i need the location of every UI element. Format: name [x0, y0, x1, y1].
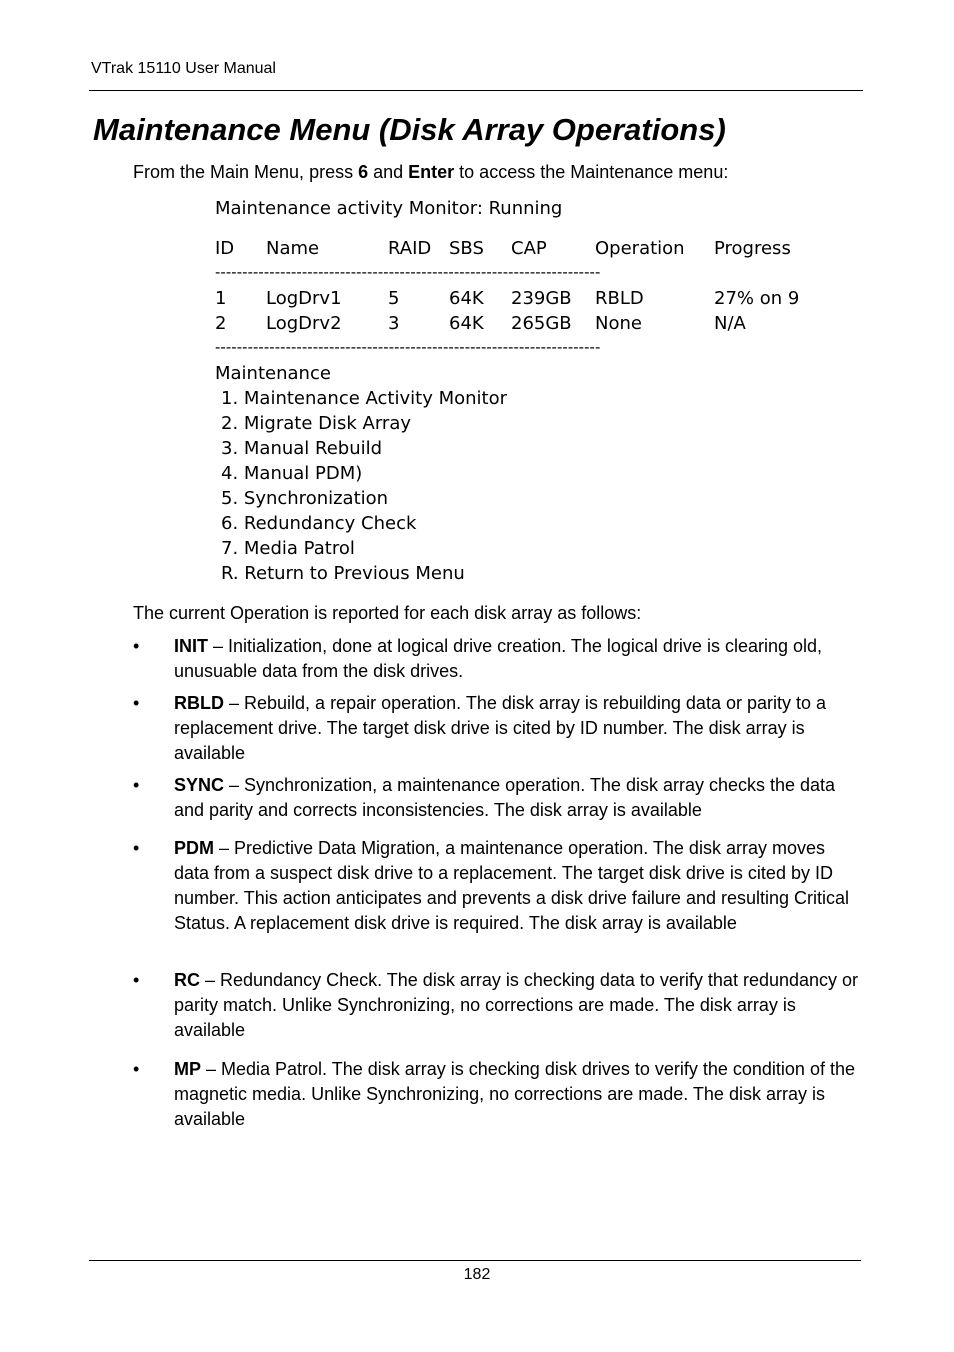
maintenance-menu-title: Maintenance [215, 363, 331, 384]
operation-code: RBLD [174, 693, 224, 713]
menu-item-synchronization: 5. Synchronization [221, 488, 389, 509]
operation-code: SYNC [174, 775, 225, 795]
bullet-marker: • [133, 693, 140, 713]
operation-description: – Media Patrol. The disk array is checking disk drives to verify the condition of the magnetic media. Unlike Synchronizing, no corrections are made. The disk array is available [174, 1059, 855, 1129]
cell-cap: 265GB [511, 313, 572, 334]
menu-item-redundancy-check: 6. Redundancy Check [221, 513, 417, 534]
menu-item-manual-pdm: 4. Manual PDM) [221, 463, 363, 484]
intro-middle: and [368, 162, 409, 182]
intro-suffix: to access the Maintenance menu: [454, 162, 729, 182]
menu-item-return: R. Return to Previous Menu [221, 563, 465, 584]
column-header-sbs: SBS [449, 238, 484, 259]
page-number: 182 [463, 1266, 491, 1283]
list-item-text [174, 691, 864, 766]
header-divider [89, 90, 863, 91]
operation-description: – Predictive Data Migration, a maintenance operation. The disk array moves data from a suspect disk drive to a replacement. The target disk drive is cited by ID number. This action anticipates and prevents a disk drive failure and resulting Critical Status. A replacement disk drive is required. The disk array is available [174, 838, 850, 933]
column-header-progress: Progress [714, 238, 791, 259]
list-item-text [174, 836, 864, 936]
cell-operation: None [595, 313, 642, 334]
bullet-marker: • [133, 636, 140, 656]
cell-raid: 3 [388, 313, 400, 334]
intro-paragraph [133, 162, 728, 183]
intro-key-enter: Enter [408, 162, 455, 182]
table-separator-bottom: ----------------------------------------------------------------------- [215, 339, 601, 356]
operation-description: – Rebuild, a repair operation. The disk array is rebuilding data or parity to a replacement drive. The target disk drive is cited by ID number. The disk array is available [174, 693, 826, 763]
column-header-id: ID [215, 238, 235, 259]
cell-progress: 27% on 9 [714, 288, 800, 309]
table-separator-top: ----------------------------------------------------------------------- [215, 264, 601, 281]
list-item-text [174, 773, 864, 823]
menu-item-media-patrol: 7. Media Patrol [221, 538, 355, 559]
cell-sbs: 64K [449, 288, 484, 309]
running-header: VTrak 15110 User Manual [91, 60, 276, 77]
column-header-name: Name [266, 238, 320, 259]
bullet-marker: • [133, 838, 140, 858]
cell-raid: 5 [388, 288, 400, 309]
cell-progress: N/A [714, 313, 746, 334]
cell-id: 2 [215, 313, 227, 334]
column-header-raid: RAID [388, 238, 432, 259]
intro-key-6: 6 [358, 162, 369, 182]
cell-sbs: 64K [449, 313, 484, 334]
cell-operation: RBLD [595, 288, 644, 309]
menu-item-manual-rebuild: 3. Manual Rebuild [221, 438, 383, 459]
footer-divider [89, 1260, 861, 1261]
bullet-marker: • [133, 775, 140, 795]
list-item-text [174, 634, 864, 684]
operation-code: RC [174, 970, 200, 990]
cell-id: 1 [215, 288, 227, 309]
operation-description: – Redundancy Check. The disk array is checking data to verify that redundancy or parity match. Unlike Synchronizing, no corrections are made. The disk array is available [174, 970, 859, 1040]
column-header-cap: CAP [511, 238, 547, 259]
monitor-status-line: Maintenance activity Monitor: Running [215, 198, 563, 219]
operations-intro: The current Operation is reported for each disk array as follows: [133, 603, 642, 623]
operation-code: PDM [174, 838, 214, 858]
operation-description: – Initialization, done at logical drive creation. The logical drive is clearing old, unusuable data from the disk drives. [174, 636, 823, 681]
list-item-text [174, 1057, 864, 1132]
cell-cap: 239GB [511, 288, 572, 309]
cell-name: LogDrv1 [266, 288, 342, 309]
cell-name: LogDrv2 [266, 313, 342, 334]
menu-item-migrate-disk-array: 2. Migrate Disk Array [221, 413, 412, 434]
bullet-marker: • [133, 970, 140, 990]
list-item-text [174, 968, 864, 1043]
intro-prefix: From the Main Menu, press [133, 162, 359, 182]
operation-code: MP [174, 1059, 201, 1079]
column-header-operation: Operation [595, 238, 685, 259]
operation-description: – Synchronization, a maintenance operation. The disk array checks the data and parity and corrects inconsistencies. The disk array is available [174, 775, 836, 820]
menu-item-activity-monitor: 1. Maintenance Activity Monitor [221, 388, 507, 409]
page-title: Maintenance Menu (Disk Array Operations) [93, 112, 726, 147]
operation-code: INIT [174, 636, 208, 656]
bullet-marker: • [133, 1059, 140, 1079]
